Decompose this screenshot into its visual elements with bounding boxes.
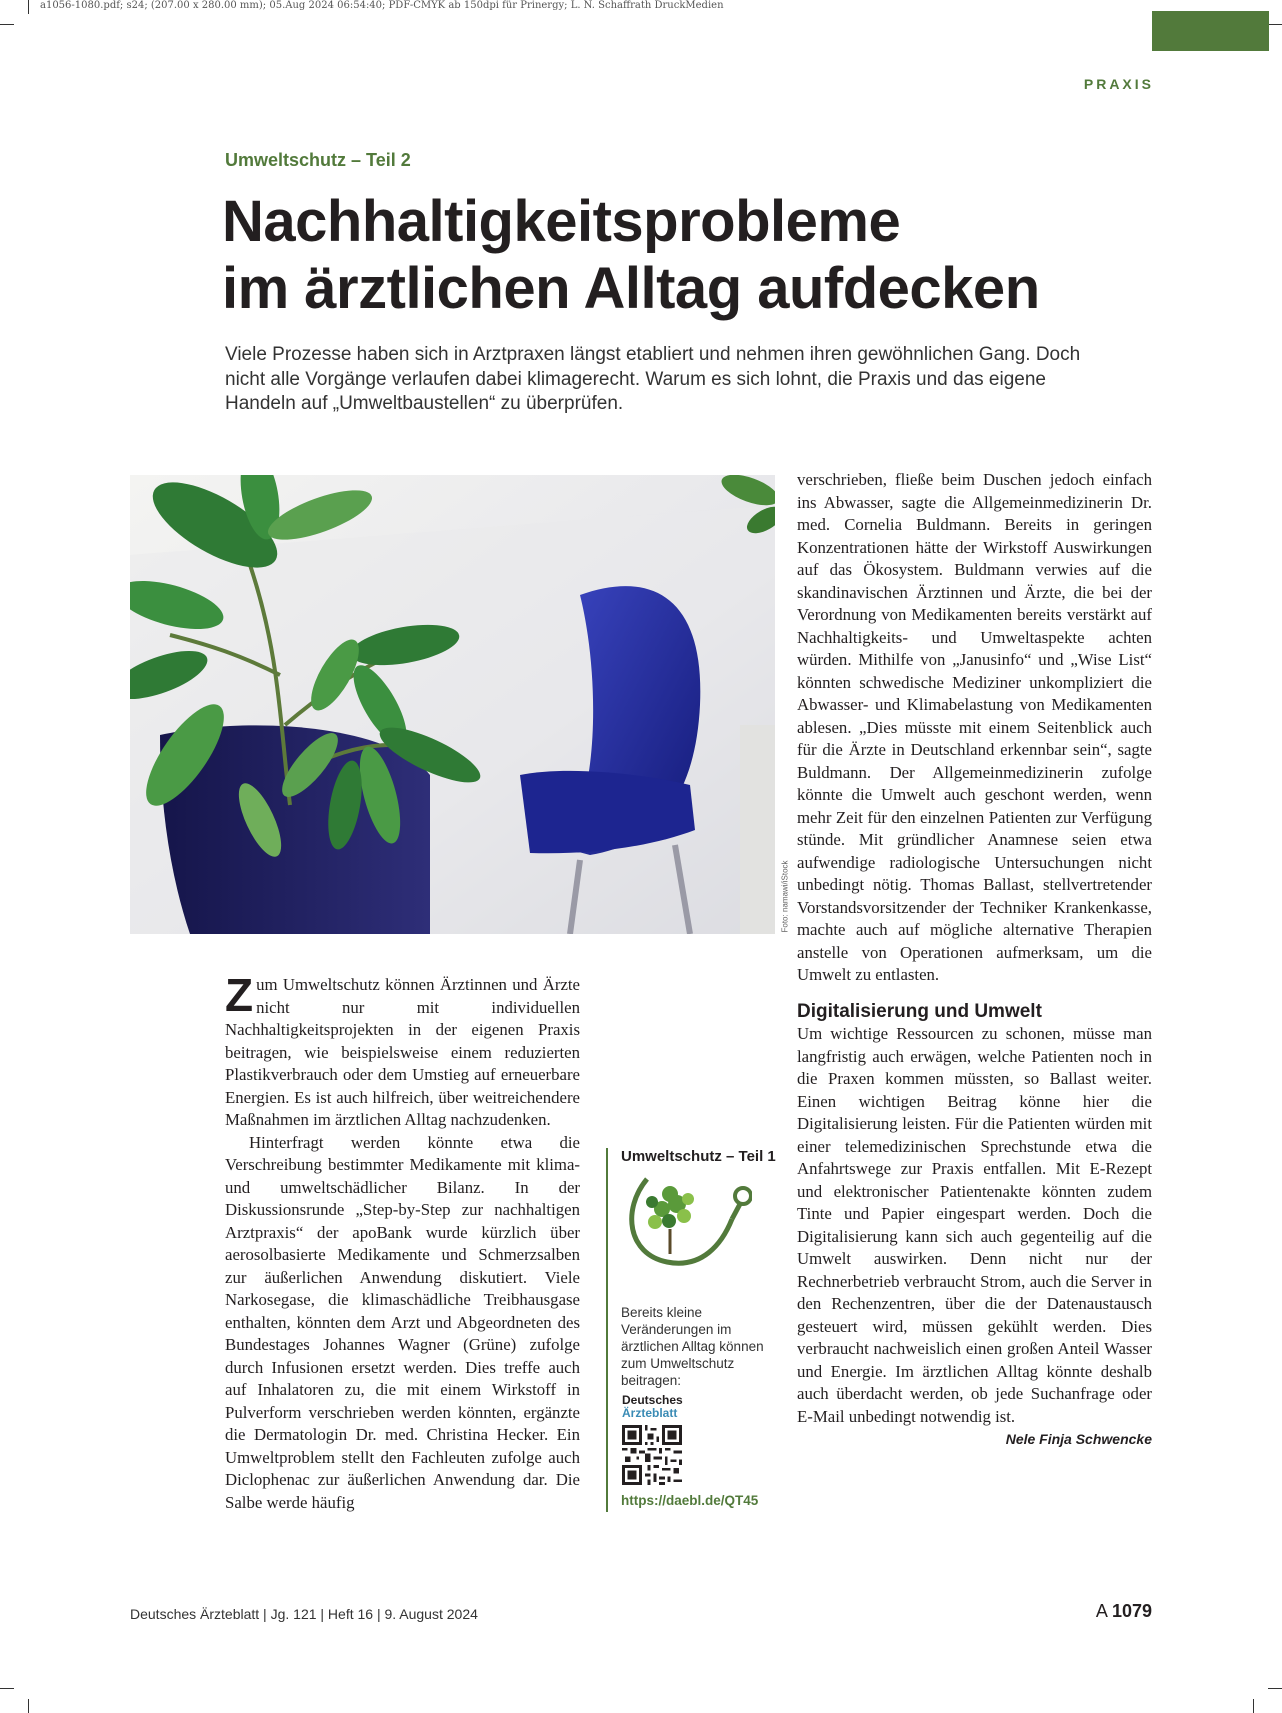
drop-cap: Z <box>225 969 254 1021</box>
article-column-1 <box>225 969 580 1514</box>
article-photo <box>130 475 775 934</box>
crop-mark <box>1268 24 1282 25</box>
tree-stethoscope-icon <box>622 1174 752 1274</box>
headline <box>222 188 1142 322</box>
article-column-2 <box>797 469 1152 1451</box>
paragraph-3: verschrieben, fließe beim Duschen jedoch einfach ins Abwasser, sagte die Allgemeinmedizinerin Dr. med. Cornelia Buldmann. Bereits in geringen Konzentrationen hätte der Wirkstoff Auswirkungen auf das Ökosystem. Buldmann verwies auf die skandinavischen Ärztinnen und Ärzte, die bei der Verordnung von Medikamenten bereits verstärkt auf Nachhaltigkeits- und Umweltaspekte achten würden. Mithilfe von „Janusinfo“ und „Wise List“ könnten schwedische Mediziner unkompliziert die Abwasser- und Klimabelastung von Medikamenten ablesen. „Dies müsste mit einem Seitenblick auch für die Ärzte in Deutschland erkennbar sein“, sagte Buldmann. Der Allgemeinmedizinerin zufolge könnte die Umwelt auch geschont werden, wenn mehr Zeit für den einzelnen Patienten zur Verfügung stünde. Mit gründlicher Anamnese seien etwa aufwendige radiologische Untersuchungen nicht unbedingt nötig. Thomas Ballast, stellvertretender Vorstandsvorsitzender der Techniker Krankenkasse, machte auch auf mögliche alternative Therapien anstelle von Operationen aufmerksam, um die Umwelt zu entlasten. <box>797 470 1152 984</box>
page-number <box>1096 1601 1152 1622</box>
photo-credit-text: Foto: namawi/iStock <box>780 860 790 933</box>
headline-line-1: Nachhaltigkeitsprobleme <box>222 189 901 254</box>
page-prefix: A <box>1095 1601 1107 1621</box>
lead-paragraph: Viele Prozesse haben sich in Arztpraxen längst etabliert und nehmen ihren gewöhnlichen Gang. Doch nicht alle Vorgänge verlaufen dabei klimagerecht. Warum es sich lohnt, die Praxis und das eigene Handeln auf „Umweltbaustellen“ zu überprüfen. <box>225 344 1081 414</box>
author-name: Nele Finja Schwencke <box>1005 1431 1152 1447</box>
headline-line-2: im ärztlichen Alltag aufdecken <box>222 256 1040 321</box>
print-slug: a1056-1080.pdf; s24; (207.00 x 280.00 mm); 05.Aug 2024 06:54:40; PDF-CMYK ab 150dpi für Prinergy; L. N. Schaffrath DruckMedien <box>40 0 724 11</box>
brand-name-line-2: Ärzteblatt <box>622 1406 678 1420</box>
related-article-link[interactable]: https://daebl.de/QT45 <box>621 1493 759 1508</box>
section-label: PRAXIS <box>1083 76 1154 92</box>
section-color-tab <box>1152 11 1269 51</box>
crop-mark <box>1253 1699 1254 1713</box>
qr-code-icon[interactable] <box>622 1425 682 1485</box>
subheading: Digitalisierung und Umwelt <box>797 1000 1042 1022</box>
journal-citation: Deutsches Ärzteblatt | Jg. 121 | Heft 16 | 9. August 2024 <box>130 1606 478 1622</box>
paragraph-4 <box>797 1023 1152 1447</box>
crop-mark <box>28 1699 29 1713</box>
crop-mark <box>0 24 14 25</box>
paragraph-2: Hinterfragt werden könnte etwa die Verschreibung bestimmter Medikamente mit klima- und umweltschädlicher Bilanz. In der Diskussionsrunde „Step-by-Step zur nachhaltigen Arztpraxis“ der apoBank wurde kürzlich über aerosolbasierte Medikamente und Schmerzsalben zur äußerlichen Anwendung diskutiert. Viele Narkosegase, die klimaschädliche Treibhausgase enthalten, könnten dem Arzt und Abgeordneten des Bundestages Johannes Wagner (Grüne) zufolge durch Infusionen ersetzt werden. Dies treffe auch auf Inhalatoren zu, die mit einem Wirkstoff in Pulverform verschrieben werden könnten, ergänzte die Dermatologin Dr. med. Christina Hecker. Ein Umweltproblem stellt den Fachleuten zufolge auch Diclophenac zur äußerlichen Anwendung dar. Die Salbe werde häufig <box>225 1132 580 1512</box>
crop-mark <box>28 0 29 14</box>
related-article-text: Bereits kleine Veränderungen im ärztlichen Alltag können zum Umweltschutz beitragen: <box>621 1305 764 1388</box>
page-number-value: 1079 <box>1111 1601 1152 1621</box>
kicker: Umweltschutz – Teil 2 <box>225 150 411 170</box>
related-article-box[interactable] <box>606 1148 778 1512</box>
paragraph-4-text: Um wichtige Ressourcen zu schonen, müsse man langfristig auch erwägen, welche Patienten noch in die Praxen kommen müssten, so Ballast weiter. Einen wichtigen Beitrag könne hier die Digitalisierung leisten. Für die Patienten würden mit einer telemedizinischen Sprechstunde etwa die Anfahrtswege zur Praxis entfallen. Mit E-Rezept und elektronischer Patientenakte könnten zudem Tinte und Papier eingespart werden. Doch die Digitalisierung kann sich auch gegenteilig auf die Umwelt auswirken. Denn nicht nur der Rechnerbetrieb verbraucht Strom, auch die Server in den Rechenzentren, über die der Datenaustausch gesteuert wird, müssen gekühlt werden. Dies verbraucht nachweislich einen großen Anteil Wasser und Energie. Im ärztlichen Alltag könnte deshalb auch überdacht werden, ob jede Suchanfrage oder E-Mail unbedingt notwendig ist. <box>797 1024 1152 1426</box>
paragraph-1 <box>225 969 580 1132</box>
brand-name-line-1: Deutsches <box>622 1393 683 1407</box>
paragraph-1-text: um Umweltschutz können Ärztinnen und Ärzte nicht nur mit individuellen Nachhaltigkeitsprojekten in der eigenen Praxis beitragen, wie beispielsweise einem reduzierten Plastikverbrauch oder dem Umstieg auf erneuerbare Energien. Es ist auch hilfreich, über weitreichendere Maßnahmen im ärztlichen Alltag nachzudenken. <box>225 975 580 1129</box>
related-article-title: Umweltschutz – Teil 1 <box>621 1148 776 1165</box>
photo-credit <box>779 858 789 934</box>
crop-mark <box>1268 1688 1282 1689</box>
crop-mark <box>0 1688 14 1689</box>
plant-and-chairs-illustration <box>130 475 775 934</box>
